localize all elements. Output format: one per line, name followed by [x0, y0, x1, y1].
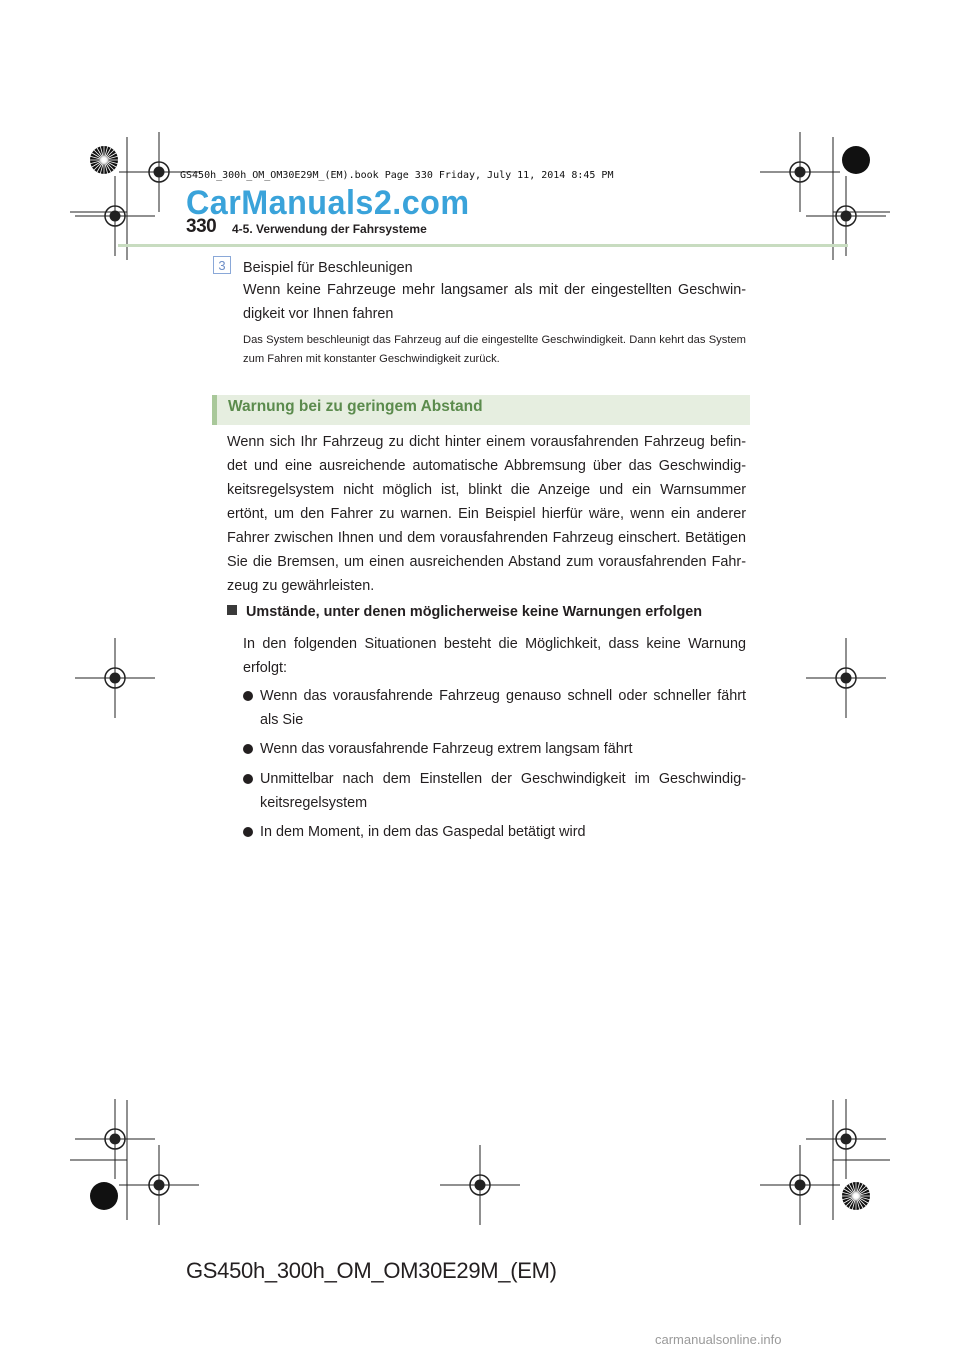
- subsection-heading-text: Umstände, unter denen möglicherweise keine Warnungen erfolgen: [246, 604, 703, 620]
- section-title: 4-5. Verwendung der Fahrsysteme: [232, 222, 427, 236]
- bullet-dot-icon: [243, 744, 253, 754]
- square-bullet-icon: [227, 605, 237, 615]
- footer-brand-link[interactable]: carmanualsonline.info: [655, 1332, 782, 1347]
- page-number: 330: [186, 216, 217, 237]
- list-item-text: Unmittelbar nach dem Einstellen der Geschwindigkeit im Geschwindig-keitsregelsystem: [260, 771, 746, 811]
- bullet-dot-icon: [243, 774, 253, 784]
- watermark-logo[interactable]: CarManuals2.com: [186, 184, 470, 222]
- step-note: Das System beschleunigt das Fahrzeug auf die eingestellte Geschwindigkeit. Dann kehrt das System zum Fahren mit konstanter Geschwindigkeit zurück.: [243, 334, 746, 365]
- step-heading: Beispiel für Beschleunigen: [243, 260, 413, 276]
- step-description: Wenn keine Fahrzeuge mehr langsamer als mit der eingestellten Geschwin-digkeit vor Ihnen fahren: [243, 282, 746, 322]
- warning-paragraph: Wenn sich Ihr Fahrzeug zu dicht hinter einem vorausfahrenden Fahrzeug befin-det und eine ausreichende automatische Abbremsung über das Geschwindig-keitsregelsystem nicht möglich ist, blinkt die Anzeige und ein Warnsummer ertönt, um den Fahrer zu warnen. Ein Beispiel hierfür wäre, wenn ein anderer Fahrer zwischen Ihnen und dem vorausfahrenden Fahrzeug einschert. Betätigen Sie die Bremsen, um einen ausreichenden Abstand zum vorausfahrenden Fahr-zeug zu gewährleisten.: [227, 434, 746, 594]
- list-item-text: In dem Moment, in dem das Gaspedal betätigt wird: [260, 824, 586, 840]
- list-item-text: Wenn das vorausfahrende Fahrzeug genauso schnell oder schneller fährt als Sie: [260, 688, 746, 728]
- bullet-dot-icon: [243, 827, 253, 837]
- section-heading: Warnung bei zu geringem Abstand: [228, 398, 483, 415]
- bullet-dot-icon: [243, 691, 253, 701]
- section-heading-box: [212, 395, 750, 425]
- book-info-line: GS450h_300h_OM_OM30E29M_(EM).book Page 330 Friday, July 11, 2014 8:45 PM: [180, 170, 614, 181]
- list-item-text: Wenn das vorausfahrende Fahrzeug extrem langsam fährt: [260, 741, 633, 757]
- footer-document-code: GS450h_300h_OM_OM30E29M_(EM): [186, 1258, 557, 1283]
- header-rule: [118, 244, 848, 247]
- subsection-heading: [227, 600, 757, 624]
- subsection-intro: In den folgenden Situationen besteht die Möglichkeit, dass keine Warnung erfolgt:: [243, 636, 746, 676]
- step-number-badge: 3: [213, 256, 231, 274]
